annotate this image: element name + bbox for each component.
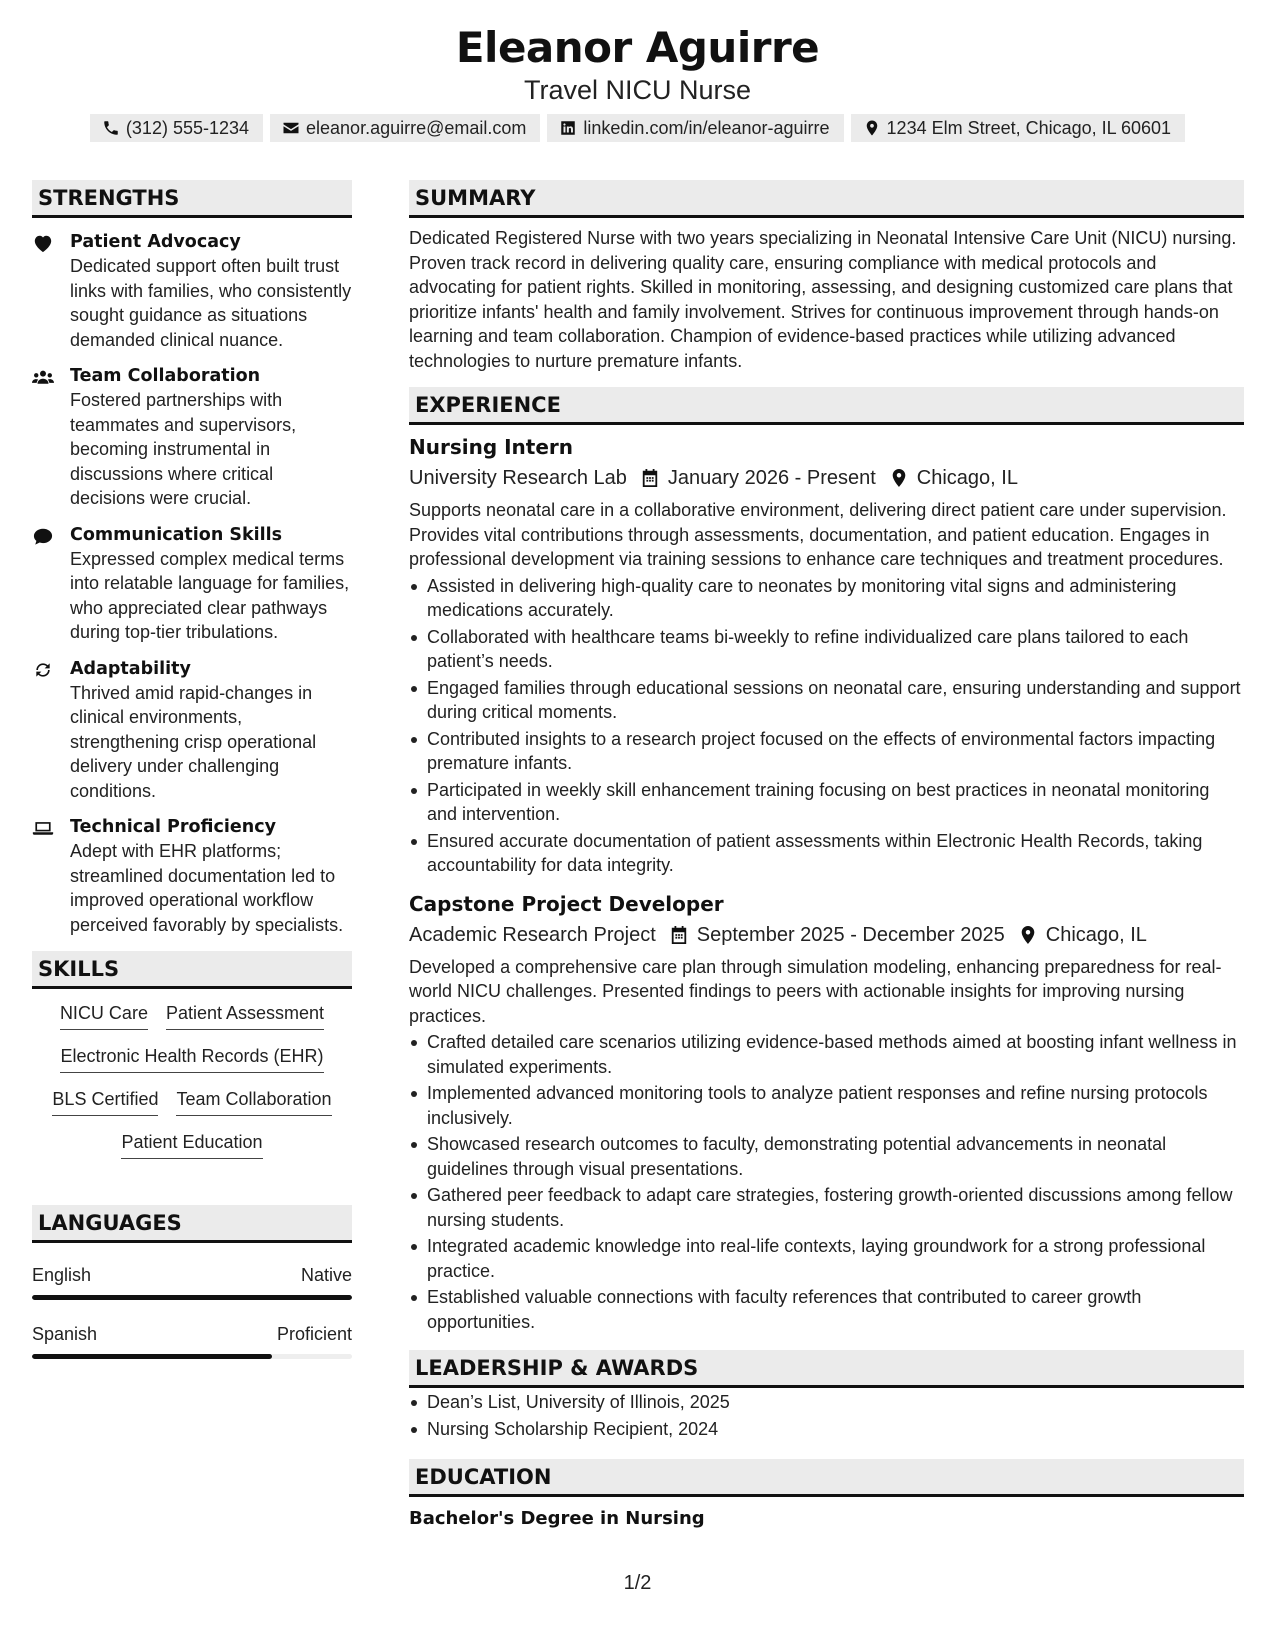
bullet-item: Assisted in delivering high-quality care to neonates by monitoring vital signs and administering medications accurately.	[409, 574, 1244, 623]
contact-phone[interactable]	[90, 114, 263, 142]
resume-header	[0, 22, 1275, 106]
strengths-heading: STRENGTHS	[32, 180, 352, 218]
skill-tag: Electronic Health Records (EHR)	[60, 1044, 323, 1073]
language-name: English	[32, 1265, 92, 1285]
users-icon	[32, 367, 54, 387]
skills-heading: SKILLS	[32, 951, 352, 989]
strength-title: Team Collaboration	[70, 366, 261, 386]
bullet-item: Collaborated with healthcare teams bi-weekly to refine individualized care plans tailored to each patient’s needs.	[409, 625, 1244, 674]
bullet-item: Engaged families through educational sessions on neonatal care, ensuring understanding and support during critical moments.	[409, 676, 1244, 725]
education-degree: Bachelor's Degree in Nursing	[409, 1508, 705, 1529]
contact-address	[851, 114, 1186, 142]
skill-tag: Patient Assessment	[166, 1001, 324, 1030]
map-pin-icon	[863, 119, 881, 137]
bullet-item: Ensured accurate documentation of patient assessments within Electronic Health Records, taking accountability for data integrity.	[409, 829, 1244, 878]
envelope-icon	[282, 119, 300, 137]
summary-heading: SUMMARY	[409, 180, 1244, 218]
award-item: Dean’s List, University of Illinois, 2025	[409, 1390, 1244, 1415]
education-heading: EDUCATION	[409, 1459, 1244, 1497]
bullet-item: Integrated academic knowledge into real-life contexts, laying groundwork for a strong professional practice.	[409, 1234, 1244, 1283]
job-org: Academic Research Project	[409, 923, 656, 946]
languages-heading: LANGUAGES	[32, 1205, 352, 1243]
strength-description: Dedicated support often built trust links with families, who consistently sought guidance as situations demanded clinical nuance.	[70, 256, 352, 350]
job-org: University Research Lab	[409, 467, 627, 489]
job-meta	[409, 464, 1244, 492]
strength-item	[32, 523, 352, 645]
awards-list	[409, 1390, 1244, 1441]
candidate-title: Travel NICU Nurse	[523, 75, 752, 105]
strength-description: Adept with EHR platforms; streamlined documentation led to improved operational workflow perceived favorably by specialists.	[70, 841, 344, 935]
skills-list	[32, 989, 352, 1159]
summary-text: Dedicated Registered Nurse with two years specializing in Neonatal Intensive Care Unit (NICU) nursing. Proven track record in delivering quality care, ensuring compliance with medical protocols and advocating for patient rights. Skilled in monitoring, assessing, and designing customized care plans that prioritize infants' health and family involvement. Strives for continuous improvement through hands-on learning and team collaboration. Champion of evidence-based practices while utilizing advanced technologies to nurture premature infants.	[409, 228, 1237, 371]
candidate-name: Eleanor Aguirre	[455, 23, 820, 72]
bullet-item: Established valuable connections with faculty references that contributed to career growth opportunities.	[409, 1285, 1244, 1334]
contact-phone-text: (312) 555-1234	[125, 117, 250, 138]
page-number: 1/2	[623, 1572, 652, 1594]
strength-item	[32, 364, 352, 511]
contact-email-text: eleanor.aguirre@email.com	[306, 117, 527, 138]
calendar-icon	[670, 925, 688, 945]
strength-item	[32, 230, 352, 352]
job-location: Chicago, IL	[1045, 923, 1147, 946]
bullet-item: Participated in weekly skill enhancement training focusing on best practices in neonatal monitoring and intervention.	[409, 778, 1244, 827]
experience-heading: EXPERIENCE	[409, 387, 1244, 425]
job-description: Developed a comprehensive care plan through simulation modeling, enhancing preparedness for real-world NICU challenges. Presented findings to peers with actionable insights for improving nursing practices.	[409, 956, 1222, 1026]
skill-tag: Team Collaboration	[176, 1087, 331, 1116]
strength-item	[32, 657, 352, 804]
job-meta	[409, 921, 1244, 949]
language-bar-fill	[32, 1295, 352, 1300]
strength-description: Thrived amid rapid-changes in clinical environments, strengthening crisp operational delivery under challenging conditions.	[70, 682, 317, 801]
bullet-item: Showcased research outcomes to faculty, demonstrating potential advancements in neonatal guidelines through visual presentations.	[409, 1132, 1244, 1181]
right-column	[409, 180, 1244, 1531]
language-item	[32, 1322, 352, 1359]
map-pin-icon	[1019, 925, 1037, 945]
language-bar	[32, 1354, 352, 1359]
calendar-icon	[641, 468, 659, 488]
contact-linkedin-text: linkedin.com/in/eleanor-aguirre	[583, 117, 830, 138]
job-title: Nursing Intern	[409, 435, 574, 459]
linkedin-icon	[559, 119, 577, 137]
skill-tag: NICU Care	[60, 1001, 148, 1030]
bullet-item: Implemented advanced monitoring tools to analyze patient responses and refine nursing protocols inclusively.	[409, 1081, 1244, 1130]
language-level: Proficient	[276, 1324, 352, 1344]
skill-tag: BLS Certified	[52, 1087, 158, 1116]
job-dates: September 2025 - December 2025	[696, 923, 1005, 946]
job-title: Capstone Project Developer	[409, 891, 724, 916]
speech-bubble-icon	[32, 526, 54, 546]
contact-linkedin[interactable]	[547, 114, 843, 142]
heart-icon	[32, 233, 54, 253]
language-bar	[32, 1295, 352, 1300]
contact-bar	[0, 114, 1275, 142]
strengths-list	[32, 230, 352, 937]
job-bullets	[409, 1030, 1244, 1334]
strength-title: Adaptability	[70, 658, 191, 679]
bullet-item: Gathered peer feedback to adapt care strategies, fostering growth-oriented discussions among fellow nursing students.	[409, 1183, 1244, 1232]
job-location: Chicago, IL	[916, 467, 1018, 489]
strength-title: Patient Advocacy	[70, 232, 241, 252]
language-name: Spanish	[32, 1324, 98, 1344]
bullet-item: Crafted detailed care scenarios utilizing evidence-based methods aimed at boosting infant wellness in simulated experiments.	[409, 1030, 1244, 1079]
contact-email[interactable]	[270, 114, 540, 142]
strength-item	[32, 815, 352, 937]
strength-description: Expressed complex medical terms into relatable language for families, who appreciated clear pathways during top-tier tribulations.	[70, 548, 350, 642]
job-entry	[409, 433, 1244, 878]
phone-icon	[102, 119, 120, 137]
bullet-item: Contributed insights to a research project focused on the effects of environmental factors impacting premature infants.	[409, 727, 1244, 776]
skill-tag: Patient Education	[121, 1130, 262, 1159]
languages-list	[32, 1243, 352, 1359]
strength-description: Fostered partnerships with teammates and supervisors, becoming instrumental in discussions where critical decisions were crucial.	[70, 390, 297, 508]
refresh-icon	[32, 660, 54, 680]
job-entry	[409, 890, 1244, 1335]
language-item	[32, 1263, 352, 1300]
award-item: Nursing Scholarship Recipient, 2024	[409, 1417, 1244, 1442]
map-pin-icon	[890, 468, 908, 488]
job-description: Supports neonatal care in a collaborative environment, delivering direct patient care under supervision. Provides vital contributions through assessments, documentation, and patient education. Engages in professional development via training sessions to enhance care techniques and treatment procedures.	[409, 500, 1227, 569]
job-bullets	[409, 574, 1244, 878]
laptop-icon	[32, 818, 54, 838]
contact-address-text: 1234 Elm Street, Chicago, IL 60601	[886, 117, 1172, 138]
awards-heading: LEADERSHIP & AWARDS	[409, 1350, 1244, 1388]
job-dates: January 2026 - Present	[667, 467, 876, 489]
language-level: Native	[300, 1265, 352, 1285]
left-column	[32, 180, 352, 1381]
strength-title: Communication Skills	[70, 524, 283, 545]
strength-title: Technical Proficiency	[70, 817, 276, 837]
language-bar-fill	[32, 1354, 272, 1359]
